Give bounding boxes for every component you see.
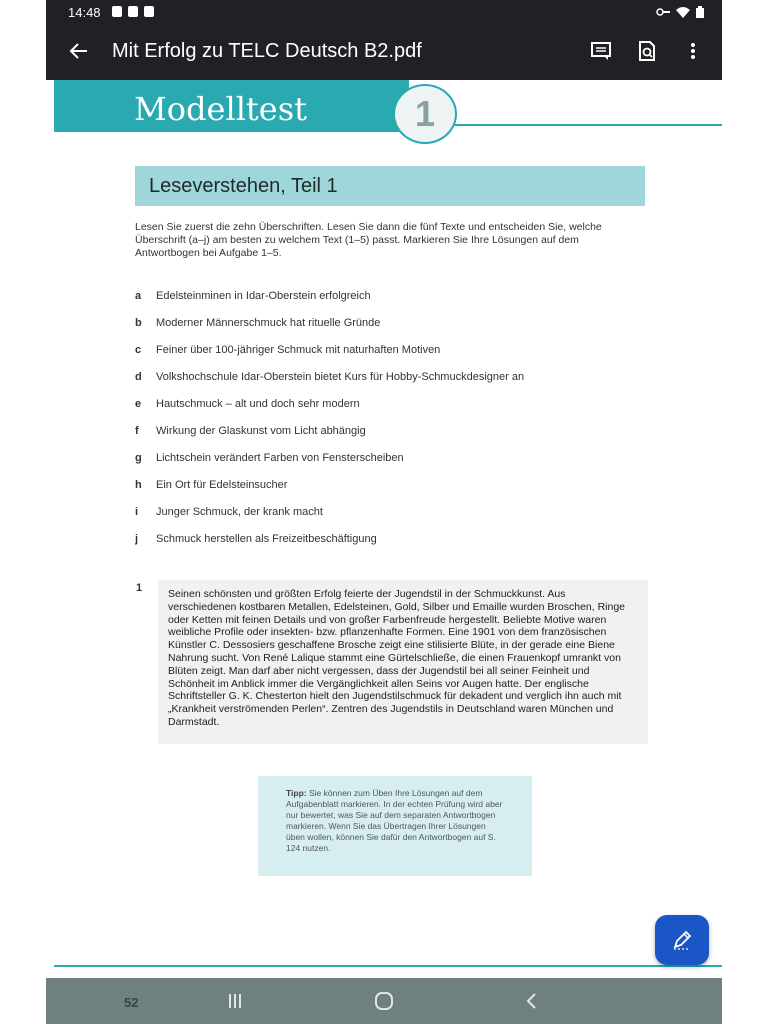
edit-pen-icon: [671, 929, 693, 951]
footer-rule: [54, 965, 722, 967]
notification-icon: [112, 6, 122, 17]
notification-icon: [128, 6, 138, 17]
item-letter: g: [135, 452, 142, 464]
section-title: Leseverstehen, Teil 1: [149, 175, 338, 197]
page-number: 52: [124, 995, 139, 1010]
item-letter: e: [135, 398, 142, 410]
tip-content: [286, 788, 506, 854]
find-in-page-icon: [636, 40, 658, 62]
list-item: [135, 317, 655, 344]
test-number-badge: 1: [393, 84, 457, 144]
item-letter: i: [135, 506, 139, 518]
item-text: Ein Ort für Edelsteinsucher: [156, 479, 288, 491]
chevron-left-icon: [524, 992, 540, 1010]
item-text: Schmuck herstellen als Freizeitbeschäftigung: [156, 533, 377, 545]
recent-apps-button[interactable]: [226, 992, 244, 1015]
more-vert-icon: [682, 40, 704, 62]
item-text: Edelsteinminen in Idar-Oberstein erfolgreich: [156, 290, 371, 302]
status-time: 14:48: [68, 5, 101, 20]
item-letter: d: [135, 371, 142, 383]
pdf-viewer-window: [46, 0, 722, 1024]
item-text: Feiner über 100-jähriger Schmuck mit naturhaften Motiven: [156, 344, 441, 356]
list-item: [135, 479, 655, 506]
battery-icon: [696, 6, 704, 18]
section-header: [135, 166, 645, 206]
comments-button[interactable]: [590, 40, 612, 67]
list-item: [135, 371, 655, 398]
list-item: [135, 506, 655, 533]
app-bar: [46, 26, 722, 80]
list-item: [135, 344, 655, 371]
list-item: [135, 425, 655, 452]
item-text: Hautschmuck – alt und doch sehr modern: [156, 398, 360, 410]
arrow-back-icon: [68, 40, 90, 62]
find-in-document-button[interactable]: [636, 40, 658, 67]
list-item: [135, 398, 655, 425]
navigation-bar: [46, 978, 722, 1024]
annotate-button[interactable]: [655, 915, 709, 965]
reading-text-box: [158, 580, 648, 744]
tip-text: Sie können zum Üben Ihre Lösungen auf dem Aufgabenblatt markieren. In der echten Prüfung wird aber nur bewertet, was Sie auf dem separaten Antwortbogen markieren. Wenn Sie das Übertragen Ihrer Lösungen üben wollen, können Sie dafür den Antwortbogen auf S. 124 nutzen.: [286, 788, 503, 853]
notification-icons: [112, 6, 154, 17]
wifi-icon: [676, 7, 690, 18]
status-bar: [46, 0, 722, 26]
item-letter: f: [135, 425, 139, 437]
pdf-page[interactable]: [54, 80, 722, 978]
comment-icon: [590, 40, 612, 62]
back-button[interactable]: [68, 40, 90, 67]
notification-icon: [144, 6, 154, 17]
item-letter: c: [135, 344, 142, 356]
item-letter: a: [135, 290, 142, 302]
item-letter: b: [135, 317, 142, 329]
instructions: Lesen Sie zuerst die zehn Überschriften. Lesen Sie dann die fünf Texte und entscheiden Sie, welche Überschrift (a–j) am besten zu welchem Text (1–5) passt. Markieren Sie Ihre Lösungen auf dem Antwortbogen bei Aufgabe 1–5.: [135, 221, 602, 259]
tip-label: Tipp:: [286, 788, 307, 798]
recents-icon: [226, 992, 244, 1010]
reading-text: Seinen schönsten und größten Erfolg feierte der Jugendstil in der Schmuckkunst. Aus verschiedenen kostbaren Metallen, Edelsteinen, Gold, Silber und Emaille wurden Broschen, Ringe oder Ketten mit feinen Details und von großer Farbenfreude hergestellt. Beliebte Motive waren weibliche Profile oder insekten- bzw. pflanzenhafte Formen. Eine 1901 von dem französischen Künstler C. Dessosiers geschaffene Brosche zeigt eine stilisierte Blüte, in der gerade eine Biene Nahrung sucht. Von René Lalique stammt eine Gürtelschließe, die einen Frauenkopf umrankt von Blüten zeigt. Man darf aber nicht vergessen, dass der Jugendstil bei all seiner Feinheit und Schönheit im Anblick immer die Vergänglichkeit allen Seins vor Augen hatte. Der englische Schriftsteller G. K. Chesterton hielt den Jugendstilschmuck für dekadent und verglich ihn auch mit „Krankheit verströmenden Perlen“. Zentren des Jugendstils in Deutschland waren München und Darmstadt.: [168, 588, 626, 728]
system-icons: [656, 6, 704, 18]
vpn-key-icon: [656, 7, 670, 17]
text-number: 1: [136, 582, 143, 594]
more-options-button[interactable]: [682, 40, 704, 67]
item-letter: j: [135, 533, 139, 545]
system-back-button[interactable]: [524, 992, 540, 1015]
document-title: Mit Erfolg zu TELC Deutsch B2.pdf: [112, 40, 422, 62]
item-text: Moderner Männerschmuck hat rituelle Gründe: [156, 317, 381, 329]
item-text: Junger Schmuck, der krank macht: [156, 506, 323, 518]
item-text: Lichtschein verändert Farben von Fensterscheiben: [156, 452, 404, 464]
item-text: Volkshochschule Idar-Oberstein bietet Kurs für Hobby-Schmuckdesigner an: [156, 371, 525, 383]
tip-note: [258, 776, 532, 876]
banner-title: Modelltest: [134, 90, 307, 128]
item-letter: h: [135, 479, 142, 491]
home-button[interactable]: [374, 992, 394, 1015]
home-icon: [374, 992, 394, 1010]
item-text: Wirkung der Glaskunst vom Licht abhängig: [156, 425, 366, 437]
list-item: [135, 290, 655, 317]
headings-list: [135, 290, 655, 560]
list-item: [135, 533, 655, 560]
list-item: [135, 452, 655, 479]
